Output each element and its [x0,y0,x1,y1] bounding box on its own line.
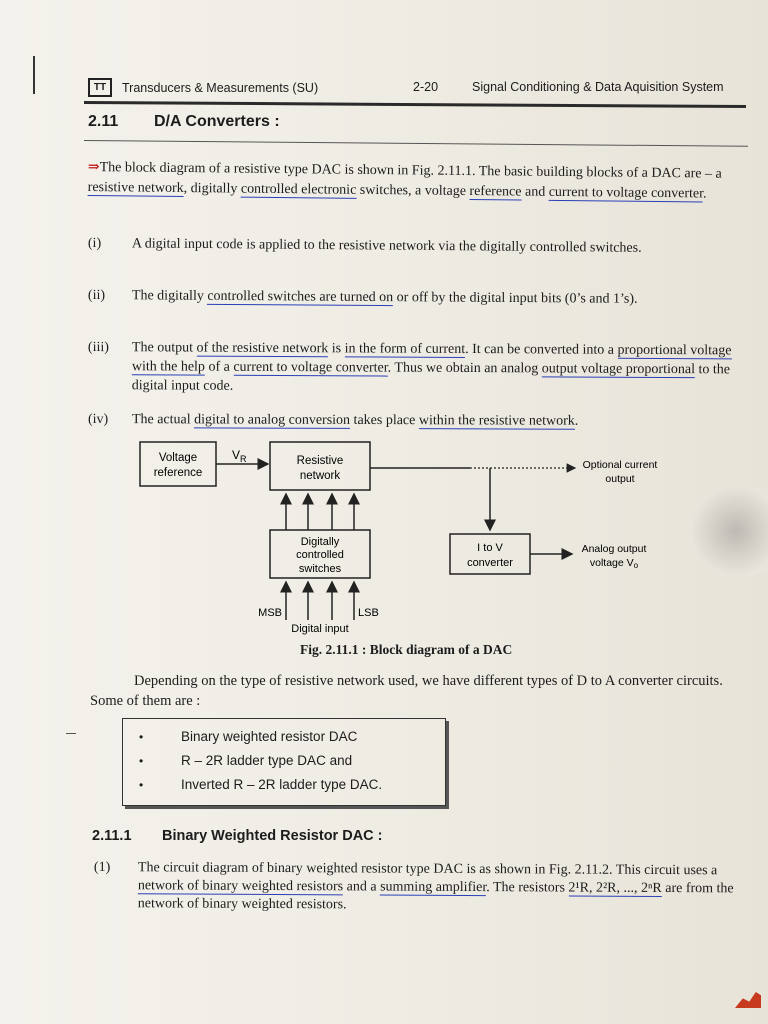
item-label: (iii) [87,339,109,356]
dac-block-diagram [120,434,680,644]
item-text-part: proportional voltage with the help [131,342,732,375]
analog-output-subscript: o [633,561,639,570]
section-rule [84,140,748,147]
arrow-icon: ⇒ [87,159,100,176]
item-text-part: within the resistive network [418,413,575,429]
item-text-part: current to voltage converter [233,359,388,376]
dac-type-label: Binary weighted resistor DAC [181,729,358,744]
running-header [88,78,744,100]
item-text-part: and a [343,879,381,895]
lsb-label: LSB [358,607,379,619]
item-text-part: is [328,341,345,357]
msb-label: MSB [258,607,282,619]
item-text: A digital input code is applied to the resistive network via the digitally controlled switches. [131,236,642,256]
publisher-logo-icon: TT [88,78,112,97]
bullet-icon: • [139,778,144,792]
intro-paragraph [88,158,738,205]
item-text-part: in the form of current [344,341,466,357]
item-text-part: 2¹R, 2²R, ..., 2ⁿR [568,880,662,897]
bullet-icon: • [139,730,144,744]
item-label: (1) [93,860,111,876]
item-text [138,859,738,916]
item-text-part: to the digital input code. [131,362,731,394]
item-text-part: of the resistive network [196,340,329,357]
intro-text: The block diagram of a resistive type DAC is shown in Fig. 2.11.1. The basic building blocks of a DAC are – a [99,160,722,182]
item-text-part: . [574,413,579,429]
item-text-part: The circuit diagram of binary weighted resistor type DAC is as shown in Fig. 2.11.2. This circuit uses a [137,860,718,879]
i-to-v-converter-block [450,534,530,574]
chapter-title: Signal Conditioning & Data Aquisition System [472,80,724,94]
item-text [132,286,738,309]
analog-output-label: Analog output [581,543,647,555]
list-item [87,234,738,256]
dac-types-list [123,719,445,797]
item-text-part: The digitally [131,288,208,304]
digital-input-arrows [286,582,354,620]
intro-text: . [702,186,707,202]
item-text-part: The output [131,340,197,356]
resistive-network-block [270,442,370,490]
intro-text: reference [469,183,522,200]
voltage-ref-label: Voltage [158,452,198,464]
book-title: Transducers & Measurements (SU) [122,81,319,95]
item-text-part: summing amplifier [380,879,487,896]
background-object-shadow [688,488,768,574]
switches-label: Digitally [300,536,340,548]
bullet-icon: • [139,754,144,768]
section-title: D/A Converters : [154,113,280,130]
optional-current-label: output [605,473,635,485]
itov-label: I to V [477,542,503,554]
subsection-title: Binary Weighted Resistor DAC : [162,828,383,844]
list-item [88,859,738,913]
item-text-part: The actual [131,412,195,428]
item-text-part: digital to analog conversion [194,412,351,428]
switches-label: switches [298,563,342,575]
list-item [123,725,445,749]
item-text-part: output voltage proportional [541,361,696,378]
vr-symbol: V [232,448,241,462]
item-text-part: . Thus we obtain an analog [387,360,542,377]
item-text-part: . It can be converted into a [465,341,618,358]
intro-text: current to voltage converter [548,184,704,202]
switches-label: controlled [296,549,344,561]
intro-text: resistive network [87,179,184,197]
item-text-part: takes place [350,412,419,429]
figure-caption: Fig. 2.11.1 : Block diagram of a DAC [300,642,513,657]
section-heading [88,113,280,131]
subsection-heading [92,828,383,844]
vr-subscript: R [240,454,247,464]
margin-dash [66,733,76,734]
intro-text: switches, a voltage [356,182,470,199]
voltage-reference-block [140,442,216,486]
analog-output-text: voltage V [589,557,634,569]
page-number: 2-20 [413,80,439,94]
item-text-part: network of binary weighted resistors [137,878,344,895]
item-text-part: . The resistors [486,880,569,896]
item-text [132,338,738,398]
item-label: (i) [87,235,102,252]
subsection-number: 2.11.1 [92,828,132,844]
optional-current-label: Optional current [582,459,658,471]
red-marker-smudge [735,992,761,1008]
header-rule [84,101,746,108]
switch-bus-arrows [286,494,354,530]
item-label: (ii) [87,287,106,304]
item-label: (iv) [87,412,109,428]
item-text-part: of a [204,359,234,375]
list-item [123,749,445,773]
item-text-part: are from the network of binary weighted resistors. [137,881,734,913]
item-text [132,410,738,431]
list-item [87,338,738,394]
list-item [87,410,738,429]
list-item [87,286,738,307]
item-text-part: controlled switches are turned on [207,288,394,306]
margin-mark [33,56,35,94]
section-number: 2.11 [88,113,119,130]
resistive-network-label: Resistive [296,455,344,467]
intro-text: and [521,184,549,200]
intro-text: controlled electronic [240,181,357,198]
list-item [123,773,445,797]
types-intro-text: Depending on the type of resistive network used, we have different types of D to A converter circuits. Some of them are : [90,673,723,709]
dac-type-label: Inverted R – 2R ladder type DAC. [181,777,383,792]
vr-label [232,448,247,464]
types-intro-paragraph [90,671,740,711]
item-text-part: or off by the digital input bits (0’s and 1’s). [393,290,638,307]
itov-label: converter [467,557,513,569]
resistive-network-label: network [299,470,341,482]
dac-types-box [122,718,446,806]
analog-output-label [590,557,639,570]
intro-text: , digitally [183,181,241,197]
digital-input-label: Digital input [291,623,349,635]
dac-type-label: R – 2R ladder type DAC and [181,753,353,768]
digitally-controlled-switches-block [270,530,370,578]
voltage-ref-label: reference [153,467,203,479]
